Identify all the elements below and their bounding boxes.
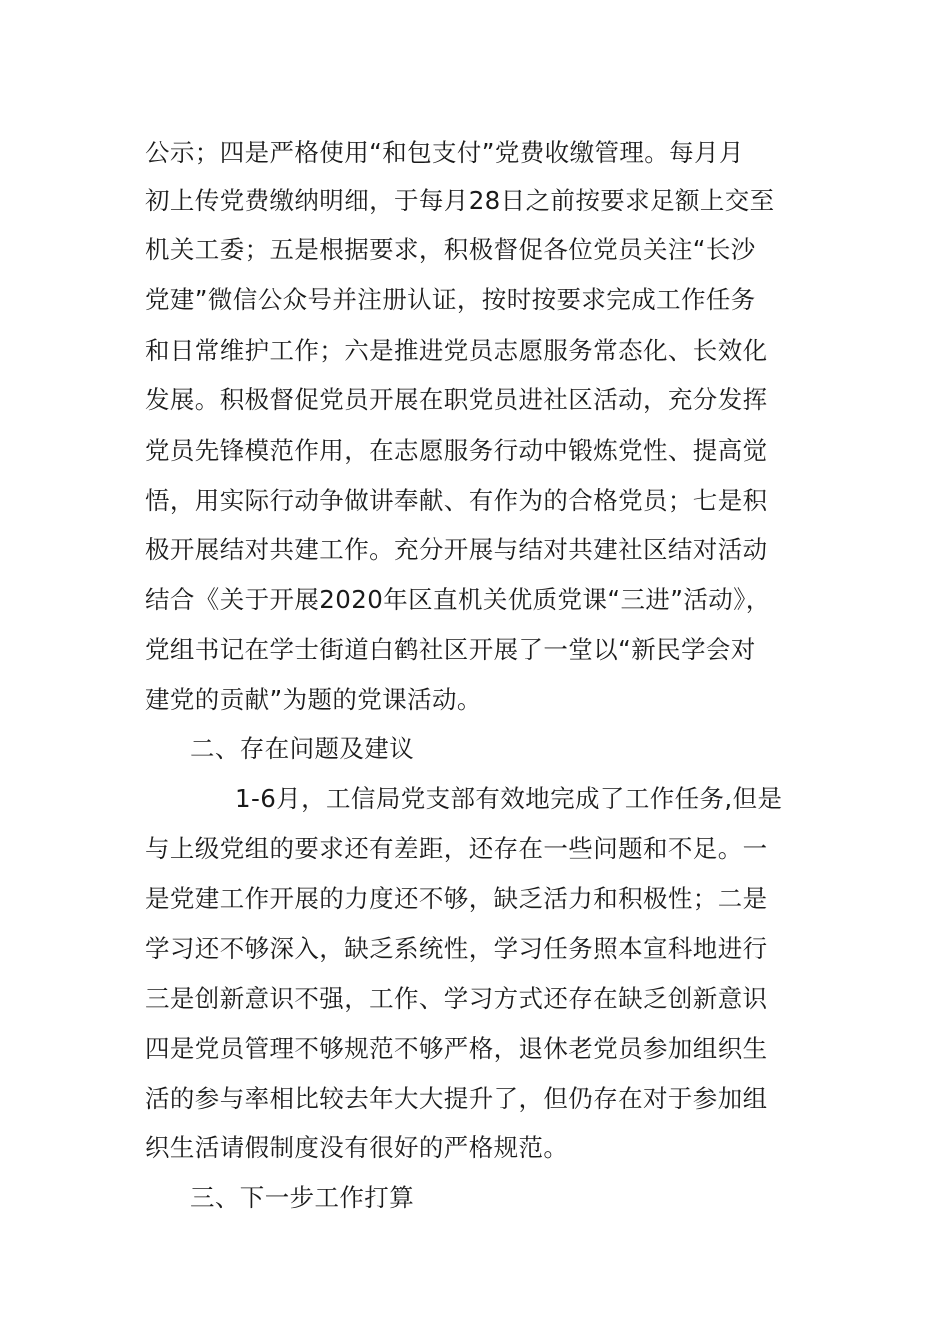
paragraph-line: 是党建工作开展的力度还不够，缺乏活力和积极性；二是 xyxy=(145,884,768,913)
paragraph-line: 与上级党组的要求还有差距，还存在一些问题和不足。一 xyxy=(145,834,768,863)
section-heading-issues: 二、存在问题及建议 xyxy=(190,734,415,763)
paragraph-line: 织生活请假制度没有很好的严格规范。 xyxy=(145,1133,569,1162)
paragraph-line: 党建”微信公众号并注册认证，按时按要求完成工作任务 xyxy=(145,285,756,314)
paragraph-line: 和日常维护工作；六是推进党员志愿服务常态化、长效化 xyxy=(145,336,768,365)
paragraph-line: 党员先锋模范作用，在志愿服务行动中锻炼党性、提高觉 xyxy=(145,436,768,465)
paragraph-line: 机关工委；五是根据要求，积极督促各位党员关注“长沙 xyxy=(145,235,756,264)
paragraph-line: 1-6月，工信局党支部有效地完成了工作任务,但是 xyxy=(235,784,783,813)
paragraph-line: 活的参与率相比较去年大大提升了，但仍存在对于参加组 xyxy=(145,1084,768,1113)
paragraph-line: 党组书记在学士街道白鹤社区开展了一堂以“新民学会对 xyxy=(145,635,756,664)
paragraph-line: 学习还不够深入，缺乏系统性，学习任务照本宣科地进行 xyxy=(145,934,768,963)
paragraph-line: 初上传党费缴纳明细，于每月28日之前按要求足额上交至 xyxy=(145,186,775,215)
paragraph-line: 四是党员管理不够规范不够严格，退休老党员参加组织生 xyxy=(145,1034,768,1063)
paragraph-line: 三是创新意识不强，工作、学习方式还存在缺乏创新意识 xyxy=(145,984,768,1013)
paragraph-line: 极开展结对共建工作。充分开展与结对共建社区结对活动 xyxy=(145,535,768,564)
paragraph-line: 发展。积极督促党员开展在职党员进社区活动，充分发挥 xyxy=(145,385,768,414)
paragraph-line: 悟，用实际行动争做讲奉献、有作为的合格党员；七是积 xyxy=(145,486,768,515)
paragraph-line: 结合《关于开展2020年区直机关优质党课“三进”活动》， xyxy=(145,585,771,614)
paragraph-line: 公示；四是严格使用“和包支付”党费收缴管理。每月月 xyxy=(145,138,744,167)
section-heading-next-steps: 三、下一步工作打算 xyxy=(190,1183,415,1212)
paragraph-line: 建党的贡献”为题的党课活动。 xyxy=(145,685,482,714)
